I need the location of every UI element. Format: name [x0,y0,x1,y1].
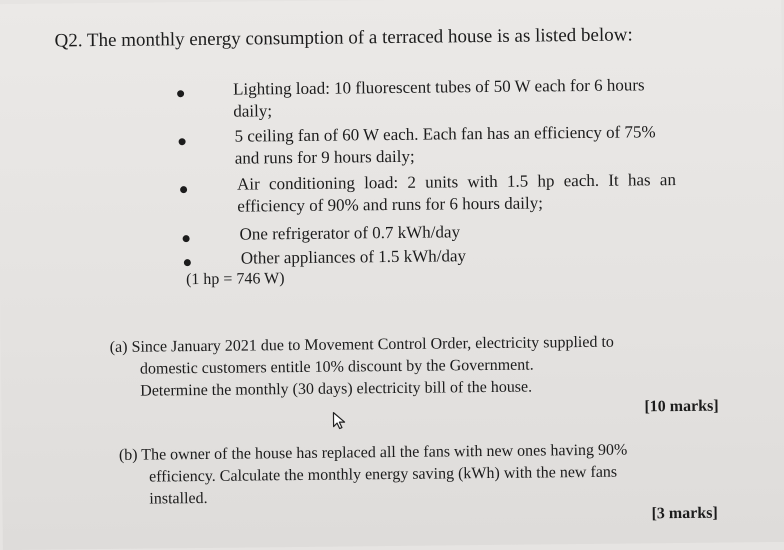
conversion-note: (1 hp = 746 W) [185,270,285,289]
part-b-line-3: installed. [149,489,208,508]
item-refrigerator: One refrigerator of 0.7 kWh/day [239,222,461,244]
item-lighting [233,73,748,122]
bullet-2 [179,138,186,145]
part-a [110,332,615,403]
item-aircon [237,168,747,217]
item-fans-line-2: and runs for 9 hours daily; [234,146,415,168]
bullet-4 [183,235,190,242]
item-fans-line-1: 5 ceiling fan of 60 W each. Each fan has an efficiency of 75% [234,122,656,146]
part-a-marks: [10 marks] [644,397,719,416]
bullet-1 [177,90,184,97]
part-b [119,440,628,511]
mouse-pointer-icon [332,411,346,429]
bullet-5 [184,259,191,266]
part-b-marks: [3 marks] [651,504,718,523]
bullet-3 [180,186,187,193]
item-fans [234,120,749,169]
part-a-line-1: (a) Since January 2021 due to Movement Control Order, electricity supplied to [109,333,614,356]
part-b-line-1: (b) The owner of the house has replaced all the fans with new ones having 90% [118,441,628,464]
part-a-line-3: Determine the monthly (30 days) electricity bill of the house. [140,378,533,400]
item-lighting-line-1: Lighting load: 10 fluorescent tubes of 50 W each for 6 hours [232,75,645,99]
item-other-appliances: Other appliances of 1.5 kWh/day [240,246,467,268]
question-title: Q2. The monthly energy consumption of a terraced house is as listed below: [54,24,633,52]
part-b-line-2: efficiency. Calculate the monthly energy saving (kWh) with the new fans [149,463,618,486]
item-aircon-line-1: Air conditioning load: 2 units with 1.5 hp each. It has an [236,170,676,194]
item-aircon-line-2: efficiency of 90% and runs for 6 hours daily; [237,193,543,216]
part-a-line-2: domestic customers entitle 10% discount by the Government. [139,356,534,378]
item-lighting-line-2: daily; [233,101,273,121]
